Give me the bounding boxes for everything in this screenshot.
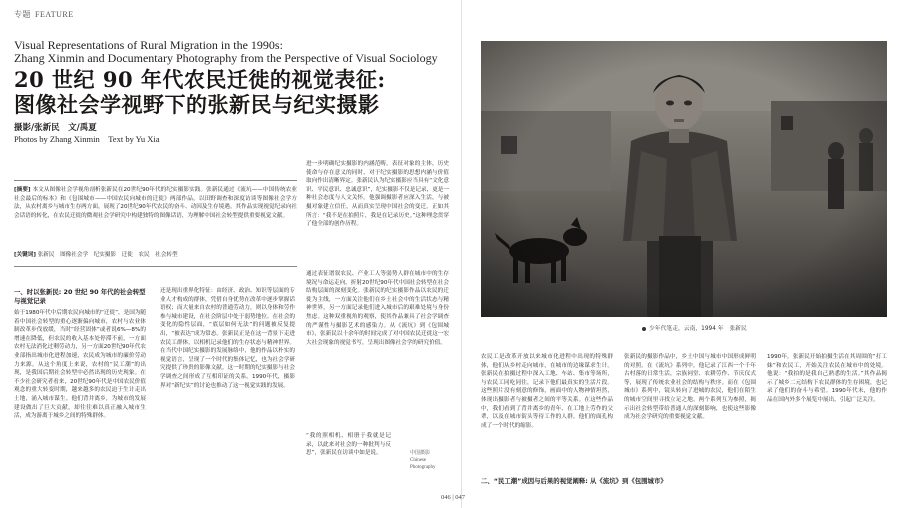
keywords (14, 251, 297, 261)
photo-boy-with-dog (481, 41, 887, 317)
documentary-photo (481, 41, 887, 317)
title-english (14, 39, 459, 65)
body-column-4: 农民工是改革开放以来城市化进程中出现的特殊群体，他们从乡村走向城市，在城市的边缘谋求生计。张新民在拍摄过程中深入工地、车站、集市等场所，与农民工同吃同住，记录下他们最真实的生活片段。这些照片没有刻意的修饰，画面中的人物神情坦然，体现出摄影者与被摄者之间的平等关系。在这些作品中，我们看到了背井离乡的青年、在工地上劳作的父辈，以及在城市街头等待工作的人群。他们的面孔构成了一个时代的缩影。 (481, 354, 613, 429)
caption-bullet-icon (642, 327, 646, 331)
section-label-cn: 专题 (14, 10, 31, 19)
body-column-5: 张新民的摄影作品中，乡土中国与城市中国形成鲜明的对照。在《流坑》系列中，他记录了江西一个千年古村落的日常生活，宗族祠堂、农耕劳作、节庆仪式等，展现了传统农业社会的结构与秩序。而在《包围城市》系列中，镜头转向了进城的农民，他们在陌生的城市空间里寻找立足之地。两个系列互为参照，揭示出社会转型带给普通人的深刻影响，也使这些影像成为社会学研究的重要视觉文献。 (624, 354, 756, 421)
keywords-text: 张新民 图像社会学 纪实摄影 迁徙 农民 社会转型 (37, 252, 178, 258)
body-column-1: 始于1980年代中后期农民向城市的“迁徙”，是国为随着中国社会转型的重心逐渐偏向城市，农村与农业体制改革步伐放缓，当时“经营固体”或者说6%—8%的增速在降低，但农民的收入基本处停滞不前，一方面农村无法消化过剩劳动力，另一方面20世纪90年代农业部指出城市化进程加速，农民成为城市的廉价劳动力来源。从这个角度上来说，农村的“民工潮”的出现，是我国后期社会转型中必然出现的历史现象。在不少社会研究者看来，20世纪90年代是中国农民价值观念的重大转变时期，越来越多的农民迫于生计走出土地，涌入城市谋生。他们背井离乡，为城市的发展建设做出了巨大贡献，却往往难以真正融入城市生活，成为游离于城乡之间的特殊群体。 (14, 310, 146, 420)
body-column-3-top: 进一步明确纪实摄影的内涵范畴，表征对象的主体，历史使命与存在意义的同时，对于纪实摄影的思想内涵与价值取向作出清晰界定。张新民认为纪实摄影应当具有“文化意识、平民意识、忠诚意识”，纪实摄影不仅是记录，更是一种社会态度与人文关怀。他强调摄影者应深入生活，与被摄对象建立信任，从而真实呈现中国社会的变迁。正如其所言：“我不是在拍照片，我是在记录历史。”这种理念贯穿了他全部的创作历程。 (306, 161, 449, 228)
abstract-bottom-rule (14, 266, 297, 267)
credit-cn: 中国摄影 (410, 451, 431, 456)
page-gutter (461, 0, 462, 508)
body-column-6: 1990年，张新民开始拍摄生活在其周围的“打工妹”和农民工，开始关注农民在城市中的处境。他说：“我拍的是我自己熟悉的生活。”其作品揭示了城乡二元结构下农民群体的生存困境，也记录了他们的奋斗与希望。1990年代末，他的作品在国内外多个展览中展出，引起广泛关注。 (767, 354, 887, 403)
title-cn-line1: 20 世纪 90 年代农民迁徙的视觉表征: (14, 67, 386, 92)
page-numbers: 046 | 047 (441, 494, 466, 501)
abstract-label: [摘要] (14, 187, 31, 193)
title-en-line1: Visual Representations of Rural Migration in the 1990s: (14, 38, 283, 52)
title-cn-line2: 图像社会学视野下的张新民与纪实摄影 (14, 92, 380, 117)
section-label-en: FEATURE (35, 10, 74, 19)
keywords-label: [关键词] (14, 252, 36, 258)
abstract (14, 186, 297, 246)
section2-heading: 二、“民工潮”成因与后果的视觉阐释: 从《流坑》到《包围城市》 (481, 477, 667, 485)
byline-chinese: 摄影/张新民 文/禹夏 (14, 123, 97, 133)
body-column-2: 还是现出重界化特征：由经济、政治、知识等层面的专业人才构成的群体，凭借自身优势在改革中逐步掌握话语权；而大量来自农村的普通劳动力，则以身体和劳作参与城市建设，在社会阶层中处于弱势地位。在社会的变化的隐性层面，“底层如何无法”的问题被反复提出，“被表达”成为常态。张新民正是在这一背景下走进农民工群体，以相机记录他们的生存状态与精神世界。在当代中国纪实摄影的发展脉络中，他的作品以朴实的视觉语言，呈现了一个时代的集体记忆，也为社会学研究提供了珍贵的影像文献。这一时期的纪实摄影与社会学调查之间形成了互相印证的关系。1990年代，摄影界对“新纪实”的讨论也推动了这一视觉实践的发展。 (160, 288, 295, 389)
magazine-credit (410, 450, 450, 471)
abstract-top-rule (14, 180, 297, 181)
section-header (14, 9, 74, 20)
credit-en: Chinese Photography (410, 458, 436, 470)
caption-text: 少年代笔走，云南，1994 年 张新民 (649, 326, 747, 332)
section1-heading: 一、时以张新民: 20 世纪 90 年代的社会转型与视觉记录 (14, 288, 146, 305)
title-en-line2: Zhang Xinmin and Documentary Photography from the Perspective of Visual Sociology (14, 51, 438, 65)
body-column-3-bottom: “我的照相机、相册于我就是记录，以此来对社会的一种批判与反思”，张新民在访谈中如是说。 (306, 433, 391, 457)
body-column-3-middle: 通过表征谱叙农民、产业工人等弱势人群在城市中的生存境况与命运走向，折射20世纪90年代中国社会转型在社会结构层面的深刻变化。张新民的纪实摄影作品以农民的迁徙为主线，一方面关注他们在乡土社会中的生活状态与精神世界，另一方面记录他们进入城市后的艰难处境与身份焦虑。这种双重视角的观察，使其作品兼具了社会学调查的严谨性与摄影艺术的感染力。从《流坑》到《包围城市》，张新民以十余年的时间完成了对中国农民迁徙这一宏大社会现象的视觉书写，呈现出图像社会学的研究价值。 (306, 271, 449, 346)
photo-caption (642, 323, 747, 332)
abstract-text: 本文从图像社会学视角剖析张新民在20世纪90年代的纪实摄影实践。张新民通过《流坑——中国传统农业社会最后的标本》和《包围城市——中国农民向城市的迁徙》两部作品，以田野调查和深度访谈等图像社会学方法，从农村离乡与城市生存两方面，展现了20世纪90年代农民的奋斗、动因及生存境遇。其作品实现视觉纪录向社会话语的转化，在农民迁徙的微观社会学研究中构建独特的图像话语，为理解中国社会转型提供重要视觉文献。 (14, 187, 297, 219)
byline-english: Photos by Zhang Xinmin Text by Yu Xia (14, 134, 160, 144)
title-chinese (14, 67, 459, 117)
